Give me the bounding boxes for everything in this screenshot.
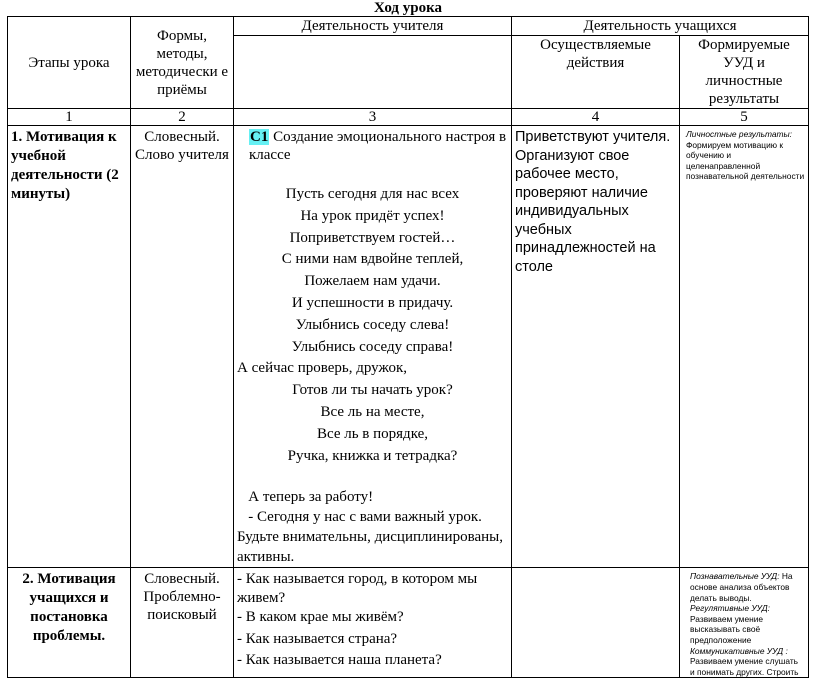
- competency-badge: С1: [250, 129, 269, 145]
- header-students: Деятельность учащихся: [512, 17, 809, 36]
- poem-line: Поприветствуем гостей…: [289, 229, 456, 246]
- uud-text: Развиваем умение слушать и понимать других. Строить: [690, 656, 799, 677]
- header-teacher-blank: [234, 36, 512, 109]
- question-line: - Как называется наша планета?: [237, 652, 442, 669]
- lesson-table: [7, 16, 809, 678]
- question-line: - Как называется город, в котором мы живем?: [237, 571, 478, 606]
- intro-text: Создание эмоционального настроя в классе: [249, 129, 507, 163]
- forms-1: Словесный. Слово учителя: [131, 126, 234, 568]
- col-number-1: 1: [8, 109, 131, 126]
- poem-line: Улыбнись соседу справа!: [291, 338, 454, 355]
- header-actions: Осуществляемые действия: [512, 36, 680, 109]
- poem-line: Ручка, книжка и тетрадка?: [287, 447, 458, 464]
- poem-line: Пожелаем нам удачи.: [304, 273, 441, 290]
- poem-line: Все ль на месте,: [320, 403, 425, 420]
- page-title: Ход урока: [373, 0, 443, 16]
- check-line: А сейчас проверь, дружок,: [237, 360, 408, 377]
- poem-line: Улыбнись соседу слева!: [295, 316, 450, 333]
- stage-1: 1. Мотивация к учебной деятельности (2 минуты): [8, 126, 131, 568]
- poem-line: На урок придёт успех!: [300, 207, 445, 224]
- poem-line: Пусть сегодня для нас всех: [285, 186, 460, 202]
- students-activity-1: Приветствуют учителя. Организуют свое рабочее место, проверяют наличие индивидуальных учебных принадлежностей на столе: [512, 126, 680, 568]
- closing-line: - Сегодня у нас с вами важный урок.: [237, 509, 482, 526]
- header-forms: Формы, методы, методически е приёмы: [131, 17, 234, 109]
- uud-label: Регулятивные УУД:: [690, 603, 770, 614]
- teacher-activity-1: [234, 126, 512, 568]
- intro-line: [237, 128, 508, 164]
- readiness-poem: [237, 380, 508, 467]
- poem-line: Готов ли ты начать урок?: [292, 382, 453, 399]
- header-stages: Этапы урока: [8, 17, 131, 109]
- uud-label: Личностные результаты:: [686, 129, 792, 139]
- uud-text: Развиваем умение высказывать своё предположение: [690, 613, 764, 645]
- col-number-2: 2: [131, 109, 234, 126]
- poem-line: И успешности в придачу.: [291, 294, 454, 311]
- stage-2: 2. Мотивация учащихся и постановка проблемы.: [8, 568, 131, 678]
- uud-item: [690, 603, 805, 645]
- uud-item: [690, 571, 805, 603]
- greeting-poem: [237, 184, 508, 358]
- col-number-5: 5: [680, 109, 809, 126]
- forms-2: Словесный. Проблемно-поисковый: [131, 568, 234, 678]
- poem-line: С ними нам вдвойне теплей,: [281, 251, 464, 268]
- uud-label: Коммуникативные УУД :: [690, 645, 788, 656]
- uud-2: [680, 568, 809, 678]
- col-number-4: 4: [512, 109, 680, 126]
- col-number-3: 3: [234, 109, 512, 126]
- uud-text: На основе анализа объектов делать выводы.: [690, 571, 793, 603]
- students-activity-2: [512, 568, 680, 678]
- uud-text: Формируем мотивацию к обучению и целенаправленной познавательной деятельности: [686, 139, 805, 182]
- uud-label: Познавательные УУД:: [690, 571, 780, 582]
- header-teacher: Деятельность учителя: [234, 17, 512, 36]
- uud-item: [690, 646, 805, 678]
- closing-line: А теперь за работу!: [237, 489, 374, 506]
- question-line: - В каком крае мы живём?: [237, 609, 404, 626]
- header-uud: Формируемые УУД и личностные результаты: [680, 36, 809, 109]
- closing-line: Будьте внимательны, дисциплинированы, активны.: [237, 529, 503, 566]
- uud-1: [680, 126, 809, 568]
- teacher-activity-2: [234, 568, 512, 678]
- question-line: - Как называется страна?: [237, 630, 398, 647]
- poem-line: Все ль в порядке,: [316, 425, 429, 442]
- closing-text: [237, 487, 508, 567]
